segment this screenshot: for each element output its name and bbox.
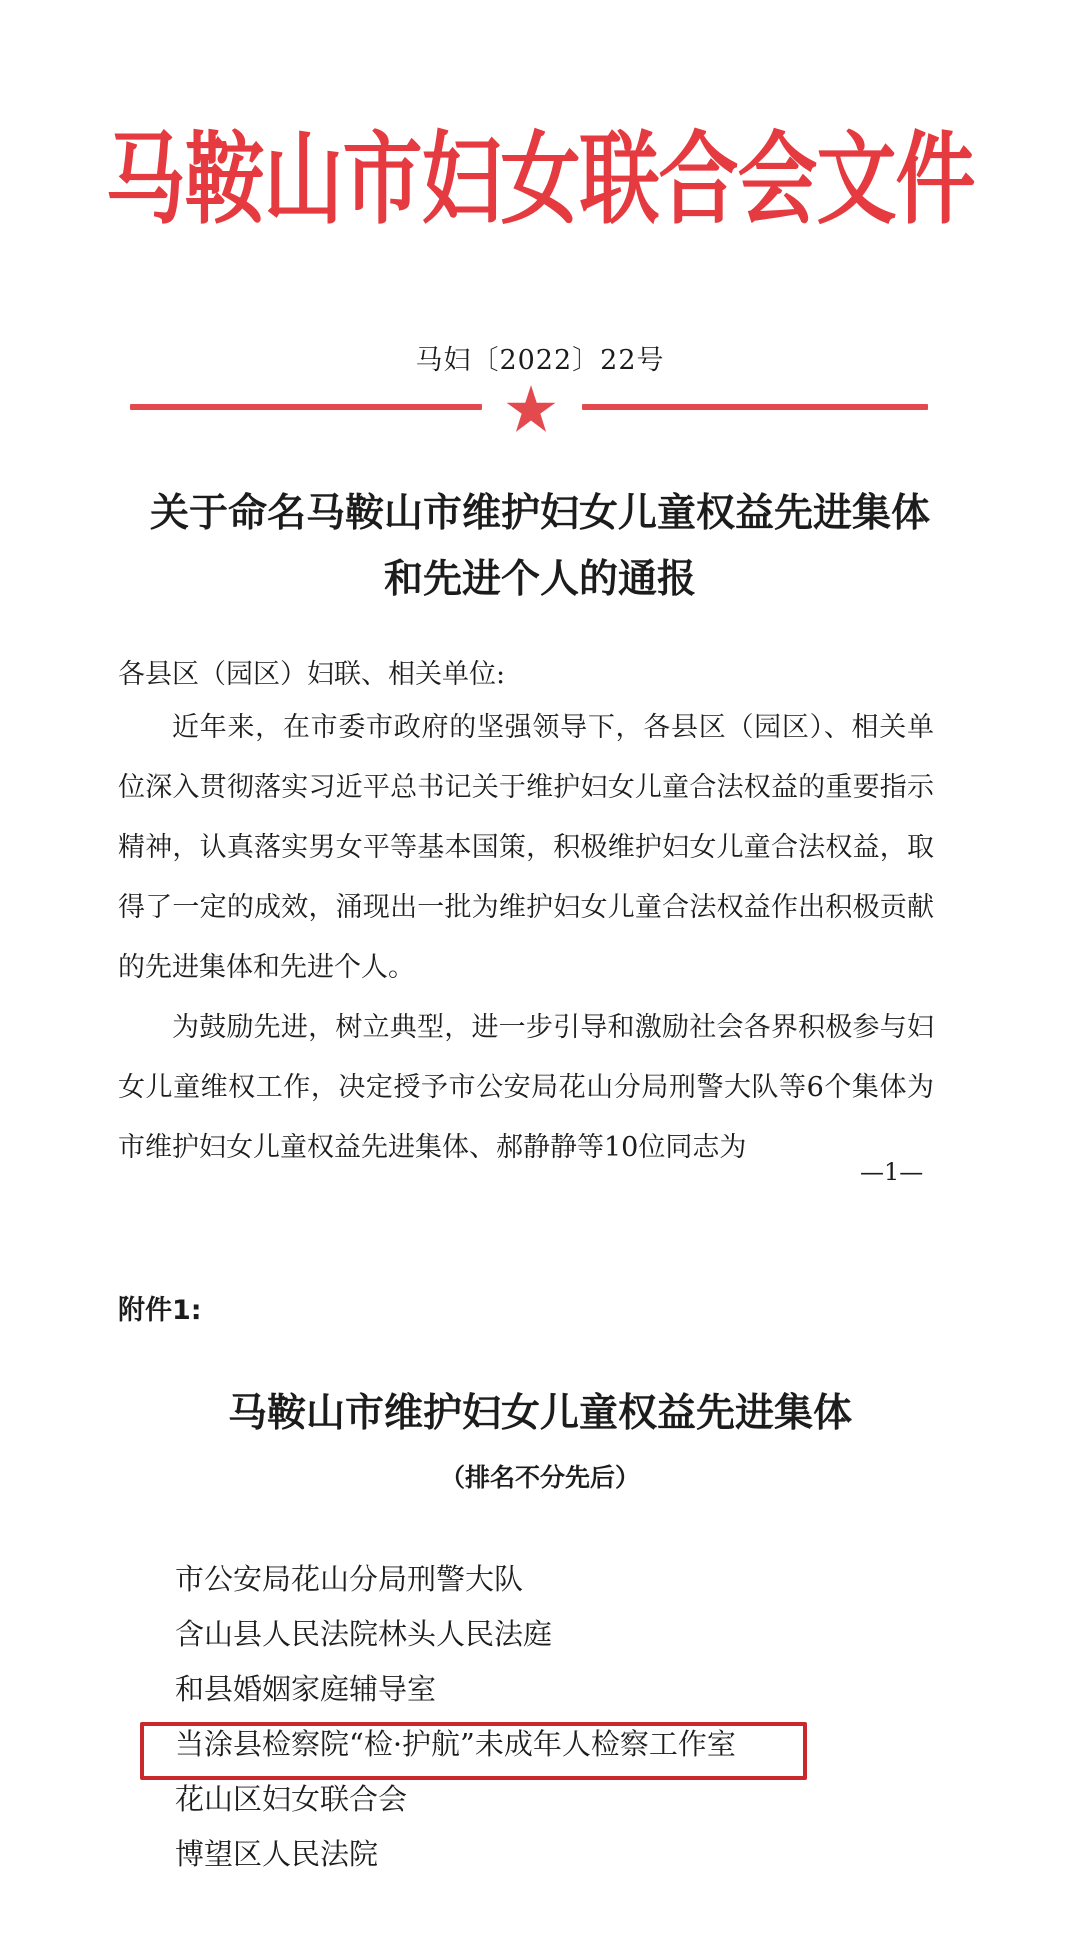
list-item: 含山县人民法院林头人民法庭 (175, 1617, 553, 1651)
page-number: —1— (860, 1158, 924, 1186)
list-item: 博望区人民法院 (175, 1837, 379, 1871)
body-paragraph-2: 为鼓励先进，树立典型，进一步引导和激励社会各界积极参与妇女儿童维权工作，决定授予市公安局花山分局刑警大队等6个集体为市维护妇女儿童权益先进集体、郝静静等10位同志为 (118, 1012, 934, 1163)
document-number: 马妇〔2022〕22号 (415, 345, 665, 376)
list-item: 市公安局花山分局刑警大队 (175, 1562, 524, 1596)
red-rule-left (130, 404, 482, 410)
list-item: 和县婚姻家庭辅导室 (175, 1672, 437, 1706)
notice-title (0, 480, 1080, 612)
list-item: 花山区妇女联合会 (175, 1782, 408, 1816)
red-rule-right (582, 404, 928, 410)
notice-title-line-2: 和先进个人的通报 (383, 556, 696, 602)
collective-list (175, 1552, 736, 1882)
notice-title-line-1: 关于命名马鞍山市维护妇女儿童权益先进集体 (149, 490, 930, 536)
list-item-highlighted: 当涂县检察院“检·护航”未成年人检察工作室 (175, 1727, 736, 1761)
attachment-label: 附件1: (118, 1295, 202, 1326)
highlight-box (140, 1722, 807, 1780)
attachment-title: 马鞍山市维护妇女儿童权益先进集体 (227, 1390, 852, 1436)
salutation: 各县区（园区）妇联、相关单位: (118, 659, 506, 690)
attachment-subtitle: （排名不分先后） (439, 1463, 640, 1492)
star-icon (505, 383, 557, 435)
org-title: 马鞍山市妇女联合会文件 (105, 121, 975, 238)
body-paragraph-1: 近年来，在市委市政府的坚强领导下，各县区（园区）、相关单位深入贯彻落实习近平总书记关于维护妇女儿童合法权益的重要指示精神，认真落实男女平等基本国策，积极维护妇女儿童合法权益，取得了一定的成效，涌现出一批为维护妇女儿童合法权益作出积极贡献的先进集体和先进个人。 (118, 712, 934, 983)
